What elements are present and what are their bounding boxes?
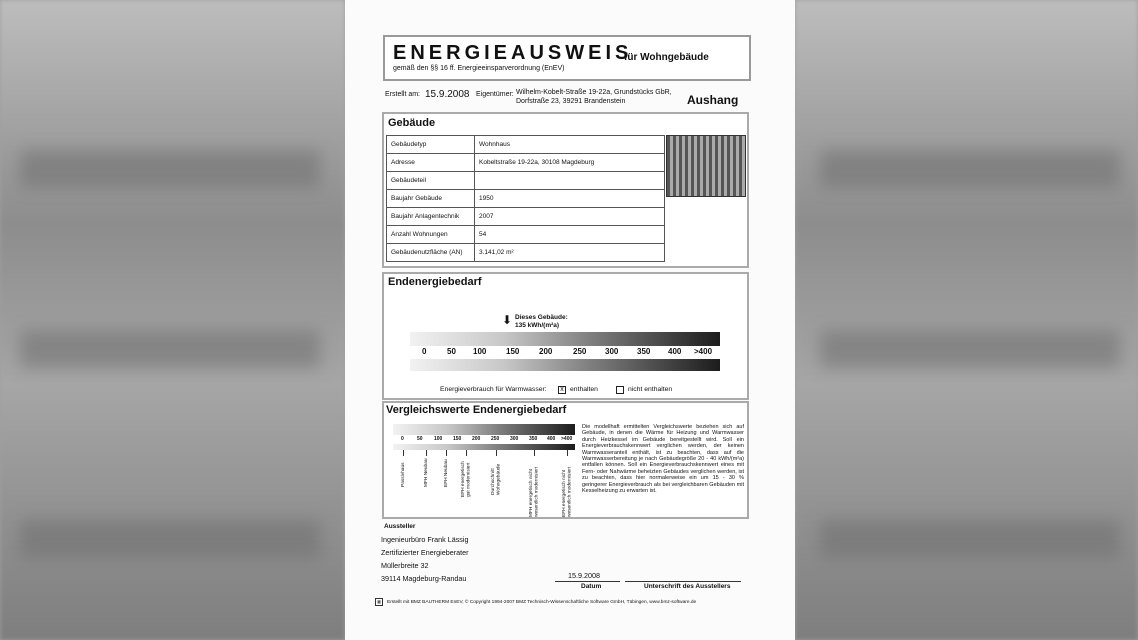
blurred-band — [820, 330, 1120, 368]
regulation-reference: gemäß den §§ 16 ff. Energieeinsparverordnung (EnEV) — [393, 65, 565, 72]
building-value: 135 kWh/(m²a) — [515, 322, 560, 329]
building-photo — [666, 135, 746, 197]
table-row — [387, 136, 665, 154]
software-logo-icon: ▦ — [375, 598, 383, 606]
scale-tick: >400 — [561, 436, 573, 442]
date-line — [555, 581, 620, 582]
comparison-scale-bar-bottom — [393, 444, 575, 450]
comparison-scale-ticks — [393, 435, 575, 444]
category-marker — [567, 450, 568, 456]
scale-tick: 300 — [510, 436, 519, 442]
created-label: Erstellt am: — [385, 91, 421, 98]
category-marker — [534, 450, 535, 456]
scale-tick: 250 — [491, 436, 500, 442]
row-value: Wohnhaus — [475, 136, 665, 154]
issuer-heading: Aussteller — [384, 523, 416, 530]
hot-water-included-label: enthalten — [570, 386, 598, 393]
owner-label: Eigentümer: — [476, 91, 514, 98]
scale-tick: 0 — [422, 347, 427, 356]
arrow-down-icon: ⬇ — [502, 313, 513, 327]
notice-label: Aushang — [687, 93, 739, 107]
table-row — [387, 172, 665, 190]
scale-tick: 250 — [573, 347, 587, 356]
hot-water-included-checkbox[interactable]: x — [558, 386, 566, 394]
category-label: Passivhaus — [401, 462, 406, 487]
document-title-suffix: für Wohngebäude — [624, 52, 709, 63]
row-label: Anzahl Wohnungen — [387, 226, 475, 244]
scale-tick: 300 — [605, 347, 619, 356]
table-row — [387, 244, 665, 262]
category-marker — [426, 450, 427, 456]
category-label: MFH energetisch nicht wesentlich modernisiert — [529, 466, 540, 517]
table-row — [387, 154, 665, 172]
scale-tick: 150 — [506, 347, 520, 356]
energy-certificate-page — [345, 0, 795, 640]
signature-label: Unterschrift des Ausstellers — [644, 583, 731, 590]
building-table — [386, 135, 665, 262]
row-value — [475, 172, 665, 190]
scale-tick: 100 — [473, 347, 487, 356]
row-label: Gebäudeteil — [387, 172, 475, 190]
category-marker — [403, 450, 404, 456]
scale-tick: 350 — [637, 347, 651, 356]
category-marker — [466, 450, 467, 456]
scale-tick: 200 — [539, 347, 553, 356]
building-value-label: Dieses Gebäude: — [515, 314, 568, 321]
blurred-band — [20, 520, 320, 558]
category-label: EFH energetisch nicht wesentlich modernisiert — [562, 466, 573, 517]
row-value: 54 — [475, 226, 665, 244]
owner-line-2: Dorfstraße 23, 39291 Brandenstein — [516, 98, 626, 105]
scale-tick: 50 — [447, 347, 456, 356]
title-box — [383, 35, 751, 81]
row-label: Adresse — [387, 154, 475, 172]
category-label: EFH energetisch gut modernisiert — [461, 461, 472, 497]
blurred-band — [20, 330, 320, 368]
building-section — [382, 112, 749, 268]
row-value: 1950 — [475, 190, 665, 208]
issuer-line: Müllerbreite 32 — [381, 561, 429, 570]
comparison-note: Die modellhaft ermittelten Vergleichswerte beziehen sich auf Gebäude, in denen die Wärme für Heizung und Warmwasser durch Heizkessel im Gebäude bereitgestellt wird. Soll ein Energieverbrauchskennwert verglichen werden, der keinen Warmwasseranteil enthält, ist zu beachten, dass auf die Warmwasserbereitung je nach Gebäudegröße 20 - 40 kWh/(m²a) entfallen können. Soll ein Energieverbrauchskennwert eines mit Fern- oder Nahwärme beheizten Gebäudes verglichen werden, ist zu beachten, dass hier normalerweise ein um 15 - 30 % geringerer Energieverbrauch als bei vergleichbaren Gebäuden mit Kesselheizung zu erwarten ist. — [582, 424, 744, 495]
issuer-line: Zertifizierter Energieberater — [381, 548, 469, 557]
date-label: Datum — [581, 583, 602, 590]
blurred-band — [20, 150, 320, 188]
comparison-heading: Vergleichswerte Endenergiebedarf — [386, 404, 567, 416]
energy-scale-bar-top — [410, 332, 720, 346]
row-value: Kobeltstraße 19-22a, 30108 Magdeburg — [475, 154, 665, 172]
category-marker — [446, 450, 447, 456]
energy-scale-ticks — [410, 346, 720, 358]
row-label: Baujahr Gebäude — [387, 190, 475, 208]
scale-tick: 400 — [547, 436, 556, 442]
category-label: Durchschnitt Wohngebäude — [491, 463, 502, 495]
energy-scale-bar-bottom — [410, 359, 720, 371]
scale-tick: 0 — [401, 436, 404, 442]
category-marker — [496, 450, 497, 456]
blurred-band — [820, 520, 1120, 558]
table-row — [387, 226, 665, 244]
category-label: EFH Neubau — [444, 459, 449, 487]
category-label: MFH Neubau — [424, 458, 429, 487]
row-label: Gebäudetyp — [387, 136, 475, 154]
energy-demand-heading: Endenergiebedarf — [388, 276, 482, 288]
owner-line-1: Wilhelm-Kobelt-Straße 19-22a, Grundstücks GbR, — [516, 89, 672, 96]
scale-tick: >400 — [694, 347, 713, 356]
scale-tick: 150 — [453, 436, 462, 442]
scale-tick: 400 — [668, 347, 682, 356]
energy-demand-section — [382, 272, 749, 400]
comparison-section — [382, 401, 749, 519]
scale-tick: 50 — [417, 436, 423, 442]
footer-text: Erstellt mit BMZ BAUTHERM EnEV, © Copyright 1994-2007 BMZ Technisch-Wissenschaftliche Software GmbH, Tübingen, www.bmz-software.de — [387, 600, 697, 605]
created-date: 15.9.2008 — [425, 89, 470, 100]
scale-tick: 350 — [529, 436, 538, 442]
comparison-scale-bar-top — [393, 424, 575, 435]
table-row — [387, 190, 665, 208]
building-heading: Gebäude — [388, 117, 436, 129]
signature-date: 15.9.2008 — [568, 571, 600, 580]
row-label: Baujahr Anlagentechnik — [387, 208, 475, 226]
issuer-line: Ingenieurbüro Frank Lässig — [381, 535, 469, 544]
scale-tick: 100 — [434, 436, 443, 442]
hot-water-label: Energieverbrauch für Warmwasser: — [440, 386, 547, 393]
hot-water-not-included-label: nicht enthalten — [628, 386, 673, 393]
row-value: 3.141,02 m² — [475, 244, 665, 262]
row-value: 2007 — [475, 208, 665, 226]
table-row — [387, 208, 665, 226]
blurred-band — [820, 150, 1120, 188]
issuer-line: 39114 Magdeburg-Randau — [381, 574, 467, 583]
signature-line — [625, 581, 741, 582]
row-label: Gebäudenutzfläche (AN) — [387, 244, 475, 262]
scale-tick: 200 — [472, 436, 481, 442]
hot-water-not-included-checkbox[interactable] — [616, 386, 624, 394]
document-title: ENERGIEAUSWEIS — [393, 42, 633, 64]
